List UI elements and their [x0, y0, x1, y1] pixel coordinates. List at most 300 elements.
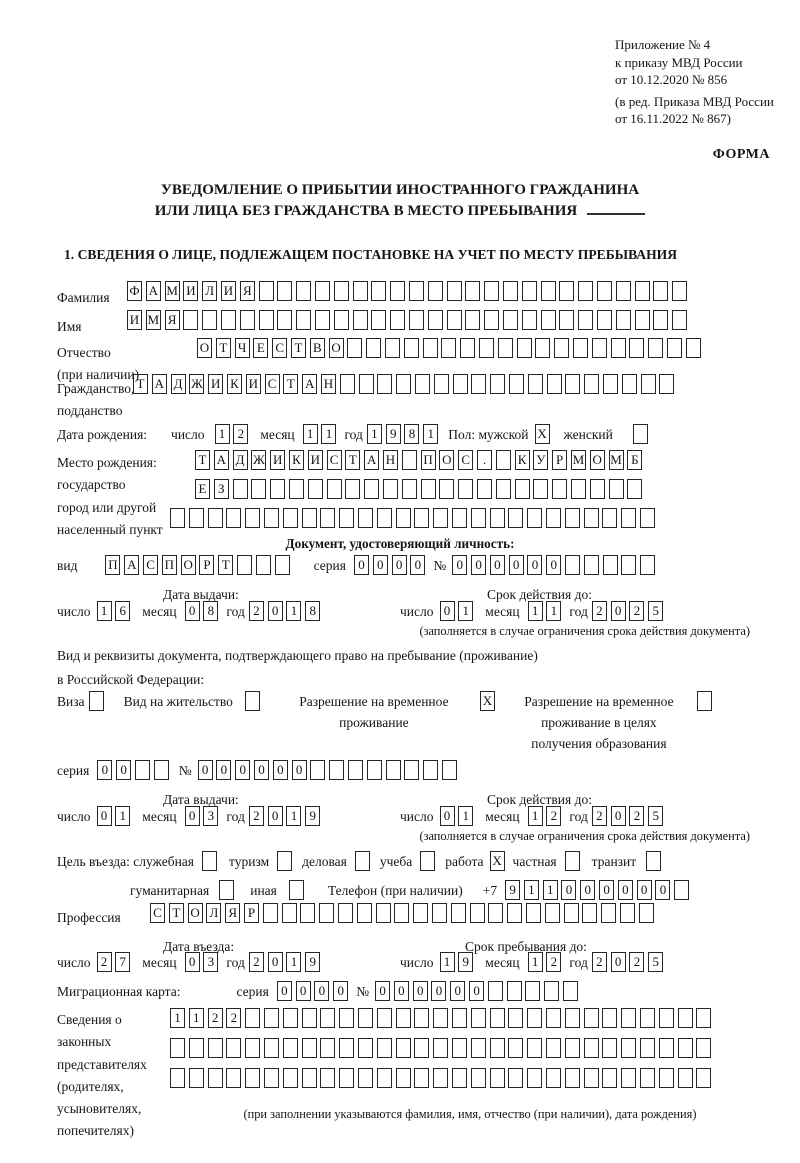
- form-cell[interactable]: Т: [216, 338, 231, 358]
- form-cell[interactable]: [377, 1068, 392, 1088]
- form-cell[interactable]: [616, 281, 631, 301]
- form-cell[interactable]: [641, 374, 656, 394]
- form-cell[interactable]: 0: [611, 601, 626, 621]
- form-cell[interactable]: [264, 1038, 279, 1058]
- form-cell[interactable]: [339, 1068, 354, 1088]
- form-cell[interactable]: [447, 281, 462, 301]
- form-cell[interactable]: Ж: [251, 450, 266, 470]
- form-cell[interactable]: [345, 479, 360, 499]
- form-cell[interactable]: О: [181, 555, 196, 575]
- form-cell[interactable]: [433, 1068, 448, 1088]
- form-cell[interactable]: П: [105, 555, 120, 575]
- form-cell[interactable]: [635, 281, 650, 301]
- form-cell[interactable]: [648, 338, 663, 358]
- form-cell[interactable]: С: [265, 374, 280, 394]
- form-cell[interactable]: 0: [546, 555, 561, 575]
- form-cell[interactable]: А: [146, 281, 161, 301]
- form-cell[interactable]: 0: [440, 806, 455, 826]
- form-cell[interactable]: 8: [203, 601, 218, 621]
- form-cell[interactable]: [508, 1068, 523, 1088]
- form-cell[interactable]: 0: [637, 880, 652, 900]
- form-cell[interactable]: 1: [215, 424, 230, 444]
- form-cell[interactable]: [245, 1068, 260, 1088]
- form-cell[interactable]: 0: [268, 806, 283, 826]
- form-cell[interactable]: [696, 1038, 711, 1058]
- form-cell[interactable]: [208, 1068, 223, 1088]
- form-cell[interactable]: X: [480, 691, 495, 711]
- form-cell[interactable]: 0: [509, 555, 524, 575]
- form-cell[interactable]: [488, 903, 503, 923]
- form-cell[interactable]: [283, 1068, 298, 1088]
- form-cell[interactable]: Я: [240, 281, 255, 301]
- form-cell[interactable]: [517, 338, 532, 358]
- form-cell[interactable]: И: [308, 450, 323, 470]
- form-cell[interactable]: 2: [592, 601, 607, 621]
- form-cell[interactable]: [221, 310, 236, 330]
- form-cell[interactable]: [525, 981, 540, 1001]
- form-cell[interactable]: 0: [599, 880, 614, 900]
- form-cell[interactable]: [302, 1038, 317, 1058]
- form-cell[interactable]: 9: [386, 424, 401, 444]
- form-cell[interactable]: 0: [375, 981, 390, 1001]
- form-cell[interactable]: [183, 310, 198, 330]
- form-cell[interactable]: [226, 1038, 241, 1058]
- form-cell[interactable]: [334, 281, 349, 301]
- form-cell[interactable]: Д: [171, 374, 186, 394]
- form-cell[interactable]: 2: [226, 1008, 241, 1028]
- form-cell[interactable]: 2: [249, 601, 264, 621]
- form-cell[interactable]: [496, 450, 511, 470]
- form-cell[interactable]: [208, 1038, 223, 1058]
- form-cell[interactable]: С: [458, 450, 473, 470]
- form-cell[interactable]: [245, 1038, 260, 1058]
- form-cell[interactable]: [338, 903, 353, 923]
- form-cell[interactable]: [170, 1038, 185, 1058]
- form-cell[interactable]: [339, 508, 354, 528]
- form-cell[interactable]: Т: [133, 374, 148, 394]
- form-cell[interactable]: [659, 1068, 674, 1088]
- form-cell[interactable]: [565, 1008, 580, 1028]
- form-cell[interactable]: [202, 851, 217, 871]
- form-cell[interactable]: [451, 903, 466, 923]
- form-cell[interactable]: [546, 1068, 561, 1088]
- form-cell[interactable]: О: [329, 338, 344, 358]
- form-cell[interactable]: [320, 508, 335, 528]
- form-cell[interactable]: 0: [116, 760, 131, 780]
- form-cell[interactable]: [527, 508, 542, 528]
- form-cell[interactable]: 0: [296, 981, 311, 1001]
- form-cell[interactable]: 0: [97, 760, 112, 780]
- form-cell[interactable]: И: [246, 374, 261, 394]
- form-cell[interactable]: М: [165, 281, 180, 301]
- form-cell[interactable]: [428, 281, 443, 301]
- form-cell[interactable]: [672, 310, 687, 330]
- form-cell[interactable]: [245, 691, 260, 711]
- form-cell[interactable]: [377, 1008, 392, 1028]
- form-cell[interactable]: [460, 338, 475, 358]
- form-cell[interactable]: 0: [185, 601, 200, 621]
- form-cell[interactable]: [578, 281, 593, 301]
- form-cell[interactable]: Р: [552, 450, 567, 470]
- form-cell[interactable]: [490, 1068, 505, 1088]
- form-cell[interactable]: 0: [392, 555, 407, 575]
- form-cell[interactable]: Ф: [127, 281, 142, 301]
- form-cell[interactable]: 0: [611, 952, 626, 972]
- form-cell[interactable]: [526, 903, 541, 923]
- form-cell[interactable]: 5: [648, 601, 663, 621]
- form-cell[interactable]: [453, 374, 468, 394]
- form-cell[interactable]: 0: [440, 601, 455, 621]
- form-cell[interactable]: 5: [648, 806, 663, 826]
- form-cell[interactable]: [471, 1038, 486, 1058]
- form-cell[interactable]: [678, 1008, 693, 1028]
- form-cell[interactable]: 0: [235, 760, 250, 780]
- form-cell[interactable]: А: [302, 374, 317, 394]
- form-cell[interactable]: [659, 1008, 674, 1028]
- form-cell[interactable]: [390, 310, 405, 330]
- form-cell[interactable]: 0: [268, 952, 283, 972]
- form-cell[interactable]: [547, 374, 562, 394]
- form-cell[interactable]: [275, 555, 290, 575]
- form-cell[interactable]: [490, 508, 505, 528]
- form-cell[interactable]: [646, 851, 661, 871]
- form-cell[interactable]: [488, 981, 503, 1001]
- form-cell[interactable]: [653, 281, 668, 301]
- form-cell[interactable]: [289, 479, 304, 499]
- form-cell[interactable]: [484, 281, 499, 301]
- form-cell[interactable]: [620, 903, 635, 923]
- form-cell[interactable]: [404, 760, 419, 780]
- form-cell[interactable]: 1: [528, 952, 543, 972]
- form-cell[interactable]: [264, 508, 279, 528]
- form-cell[interactable]: 0: [618, 880, 633, 900]
- form-cell[interactable]: [565, 1038, 580, 1058]
- form-cell[interactable]: [329, 760, 344, 780]
- form-cell[interactable]: .: [477, 450, 492, 470]
- form-cell[interactable]: 9: [305, 952, 320, 972]
- form-cell[interactable]: [621, 1068, 636, 1088]
- form-cell[interactable]: 9: [505, 880, 520, 900]
- form-cell[interactable]: [310, 760, 325, 780]
- form-cell[interactable]: [559, 281, 574, 301]
- form-cell[interactable]: [270, 479, 285, 499]
- form-cell[interactable]: [584, 1068, 599, 1088]
- form-cell[interactable]: 8: [404, 424, 419, 444]
- form-cell[interactable]: [277, 281, 292, 301]
- form-cell[interactable]: [507, 981, 522, 1001]
- form-cell[interactable]: [402, 479, 417, 499]
- form-cell[interactable]: [564, 903, 579, 923]
- form-cell[interactable]: [202, 310, 217, 330]
- form-cell[interactable]: А: [364, 450, 379, 470]
- form-cell[interactable]: [315, 281, 330, 301]
- form-cell[interactable]: [371, 281, 386, 301]
- form-cell[interactable]: [573, 338, 588, 358]
- form-cell[interactable]: З: [214, 479, 229, 499]
- form-cell[interactable]: 0: [373, 555, 388, 575]
- form-cell[interactable]: [251, 479, 266, 499]
- form-cell[interactable]: [490, 1038, 505, 1058]
- form-cell[interactable]: [315, 310, 330, 330]
- form-cell[interactable]: [320, 1068, 335, 1088]
- form-cell[interactable]: [527, 1068, 542, 1088]
- form-cell[interactable]: [377, 508, 392, 528]
- form-cell[interactable]: [170, 508, 185, 528]
- form-cell[interactable]: [420, 851, 435, 871]
- form-cell[interactable]: [672, 281, 687, 301]
- form-cell[interactable]: Т: [218, 555, 233, 575]
- form-cell[interactable]: [189, 508, 204, 528]
- form-cell[interactable]: [541, 281, 556, 301]
- form-cell[interactable]: 0: [450, 981, 465, 1001]
- form-cell[interactable]: 9: [458, 952, 473, 972]
- form-cell[interactable]: 2: [249, 806, 264, 826]
- form-cell[interactable]: [597, 281, 612, 301]
- form-cell[interactable]: [359, 374, 374, 394]
- form-cell[interactable]: [477, 479, 492, 499]
- form-cell[interactable]: 0: [268, 601, 283, 621]
- form-cell[interactable]: [409, 310, 424, 330]
- form-cell[interactable]: А: [124, 555, 139, 575]
- form-cell[interactable]: [584, 555, 599, 575]
- form-cell[interactable]: [515, 479, 530, 499]
- form-cell[interactable]: [364, 479, 379, 499]
- form-cell[interactable]: О: [188, 903, 203, 923]
- form-cell[interactable]: [441, 338, 456, 358]
- form-cell[interactable]: Ж: [189, 374, 204, 394]
- form-cell[interactable]: [300, 903, 315, 923]
- form-cell[interactable]: [219, 880, 234, 900]
- form-cell[interactable]: 0: [314, 981, 329, 1001]
- form-cell[interactable]: [302, 1008, 317, 1028]
- form-cell[interactable]: В: [310, 338, 325, 358]
- form-cell[interactable]: [358, 1038, 373, 1058]
- form-cell[interactable]: [358, 1008, 373, 1028]
- form-cell[interactable]: Я: [225, 903, 240, 923]
- form-cell[interactable]: [508, 508, 523, 528]
- form-cell[interactable]: [465, 281, 480, 301]
- form-cell[interactable]: [353, 281, 368, 301]
- form-cell[interactable]: 1: [546, 601, 561, 621]
- form-cell[interactable]: [546, 1008, 561, 1028]
- form-cell[interactable]: [696, 1008, 711, 1028]
- form-cell[interactable]: [414, 1068, 429, 1088]
- form-cell[interactable]: С: [272, 338, 287, 358]
- form-cell[interactable]: Л: [202, 281, 217, 301]
- form-cell[interactable]: 0: [273, 760, 288, 780]
- form-cell[interactable]: И: [270, 450, 285, 470]
- form-cell[interactable]: 1: [440, 952, 455, 972]
- form-cell[interactable]: 2: [208, 1008, 223, 1028]
- form-cell[interactable]: [355, 851, 370, 871]
- form-cell[interactable]: Н: [383, 450, 398, 470]
- form-cell[interactable]: [394, 903, 409, 923]
- form-cell[interactable]: А: [152, 374, 167, 394]
- form-cell[interactable]: М: [146, 310, 161, 330]
- form-cell[interactable]: [496, 479, 511, 499]
- form-cell[interactable]: [498, 338, 513, 358]
- form-cell[interactable]: [479, 338, 494, 358]
- form-cell[interactable]: 0: [292, 760, 307, 780]
- form-cell[interactable]: [189, 1068, 204, 1088]
- form-cell[interactable]: [170, 1068, 185, 1088]
- form-cell[interactable]: [696, 1068, 711, 1088]
- form-cell[interactable]: Т: [195, 450, 210, 470]
- form-cell[interactable]: [603, 555, 618, 575]
- form-cell[interactable]: 0: [580, 880, 595, 900]
- form-cell[interactable]: [348, 760, 363, 780]
- form-cell[interactable]: [347, 338, 362, 358]
- form-cell[interactable]: [633, 424, 648, 444]
- form-cell[interactable]: Т: [345, 450, 360, 470]
- form-cell[interactable]: [546, 508, 561, 528]
- form-cell[interactable]: [503, 281, 518, 301]
- form-cell[interactable]: [584, 508, 599, 528]
- form-cell[interactable]: [208, 508, 223, 528]
- form-cell[interactable]: 3: [203, 952, 218, 972]
- form-cell[interactable]: С: [143, 555, 158, 575]
- form-cell[interactable]: [233, 479, 248, 499]
- form-cell[interactable]: [452, 1068, 467, 1088]
- form-cell[interactable]: [544, 981, 559, 1001]
- form-cell[interactable]: [357, 903, 372, 923]
- form-cell[interactable]: [639, 903, 654, 923]
- form-cell[interactable]: [527, 1038, 542, 1058]
- form-cell[interactable]: [627, 479, 642, 499]
- form-cell[interactable]: [621, 508, 636, 528]
- form-cell[interactable]: [89, 691, 104, 711]
- form-cell[interactable]: 0: [198, 760, 213, 780]
- form-cell[interactable]: [240, 310, 255, 330]
- form-cell[interactable]: 0: [561, 880, 576, 900]
- form-cell[interactable]: У: [533, 450, 548, 470]
- form-cell[interactable]: Е: [195, 479, 210, 499]
- form-cell[interactable]: М: [609, 450, 624, 470]
- form-cell[interactable]: П: [162, 555, 177, 575]
- form-cell[interactable]: [413, 903, 428, 923]
- form-cell[interactable]: [471, 1068, 486, 1088]
- form-cell[interactable]: [522, 281, 537, 301]
- form-cell[interactable]: 2: [629, 952, 644, 972]
- form-cell[interactable]: [339, 1008, 354, 1028]
- form-cell[interactable]: [508, 1008, 523, 1028]
- form-cell[interactable]: 0: [490, 555, 505, 575]
- form-cell[interactable]: 2: [97, 952, 112, 972]
- form-cell[interactable]: 2: [233, 424, 248, 444]
- form-cell[interactable]: [433, 508, 448, 528]
- form-cell[interactable]: 0: [452, 555, 467, 575]
- form-cell[interactable]: [320, 1008, 335, 1028]
- form-cell[interactable]: К: [515, 450, 530, 470]
- form-cell[interactable]: А: [214, 450, 229, 470]
- form-cell[interactable]: Т: [283, 374, 298, 394]
- form-cell[interactable]: [535, 338, 550, 358]
- form-cell[interactable]: [584, 1038, 599, 1058]
- form-cell[interactable]: [584, 374, 599, 394]
- form-cell[interactable]: [423, 338, 438, 358]
- form-cell[interactable]: 6: [115, 601, 130, 621]
- form-cell[interactable]: 2: [629, 601, 644, 621]
- form-cell[interactable]: [552, 479, 567, 499]
- form-cell[interactable]: 2: [592, 806, 607, 826]
- form-cell[interactable]: [256, 555, 271, 575]
- form-cell[interactable]: 0: [333, 981, 348, 1001]
- form-cell[interactable]: [621, 1008, 636, 1028]
- form-cell[interactable]: 0: [216, 760, 231, 780]
- form-cell[interactable]: [559, 310, 574, 330]
- form-cell[interactable]: Р: [199, 555, 214, 575]
- form-cell[interactable]: [259, 281, 274, 301]
- form-cell[interactable]: Е: [253, 338, 268, 358]
- form-cell[interactable]: [554, 338, 569, 358]
- form-cell[interactable]: 1: [170, 1008, 185, 1028]
- form-cell[interactable]: [611, 338, 626, 358]
- form-cell[interactable]: 1: [528, 601, 543, 621]
- form-cell[interactable]: [533, 479, 548, 499]
- form-cell[interactable]: 0: [655, 880, 670, 900]
- form-cell[interactable]: С: [327, 450, 342, 470]
- form-cell[interactable]: [471, 508, 486, 528]
- form-cell[interactable]: [458, 479, 473, 499]
- form-cell[interactable]: 1: [321, 424, 336, 444]
- form-cell[interactable]: К: [289, 450, 304, 470]
- form-cell[interactable]: [377, 374, 392, 394]
- form-cell[interactable]: [433, 1038, 448, 1058]
- form-cell[interactable]: [621, 1038, 636, 1058]
- form-cell[interactable]: [226, 1068, 241, 1088]
- form-cell[interactable]: 2: [629, 806, 644, 826]
- form-cell[interactable]: [667, 338, 682, 358]
- form-cell[interactable]: Н: [321, 374, 336, 394]
- form-cell[interactable]: [490, 1008, 505, 1028]
- form-cell[interactable]: [601, 903, 616, 923]
- form-cell[interactable]: [409, 281, 424, 301]
- form-cell[interactable]: [377, 1038, 392, 1058]
- form-cell[interactable]: [135, 760, 150, 780]
- form-cell[interactable]: [621, 555, 636, 575]
- form-cell[interactable]: [423, 760, 438, 780]
- form-cell[interactable]: 0: [471, 555, 486, 575]
- form-cell[interactable]: [563, 981, 578, 1001]
- form-cell[interactable]: [432, 903, 447, 923]
- form-cell[interactable]: [697, 691, 712, 711]
- form-cell[interactable]: [396, 1068, 411, 1088]
- form-cell[interactable]: [678, 1038, 693, 1058]
- form-cell[interactable]: [659, 1038, 674, 1058]
- form-cell[interactable]: [339, 1038, 354, 1058]
- form-cell[interactable]: [308, 479, 323, 499]
- form-cell[interactable]: 1: [303, 424, 318, 444]
- form-cell[interactable]: И: [221, 281, 236, 301]
- form-cell[interactable]: [471, 1008, 486, 1028]
- form-cell[interactable]: Я: [165, 310, 180, 330]
- form-cell[interactable]: 1: [458, 601, 473, 621]
- form-cell[interactable]: [602, 1038, 617, 1058]
- form-cell[interactable]: X: [535, 424, 550, 444]
- form-cell[interactable]: [452, 1038, 467, 1058]
- form-cell[interactable]: 0: [469, 981, 484, 1001]
- form-cell[interactable]: [602, 1068, 617, 1088]
- form-cell[interactable]: Т: [169, 903, 184, 923]
- form-cell[interactable]: [686, 338, 701, 358]
- form-cell[interactable]: [509, 374, 524, 394]
- form-cell[interactable]: [640, 1038, 655, 1058]
- form-cell[interactable]: К: [227, 374, 242, 394]
- form-cell[interactable]: [602, 508, 617, 528]
- form-cell[interactable]: [503, 310, 518, 330]
- form-cell[interactable]: 0: [527, 555, 542, 575]
- form-cell[interactable]: 1: [189, 1008, 204, 1028]
